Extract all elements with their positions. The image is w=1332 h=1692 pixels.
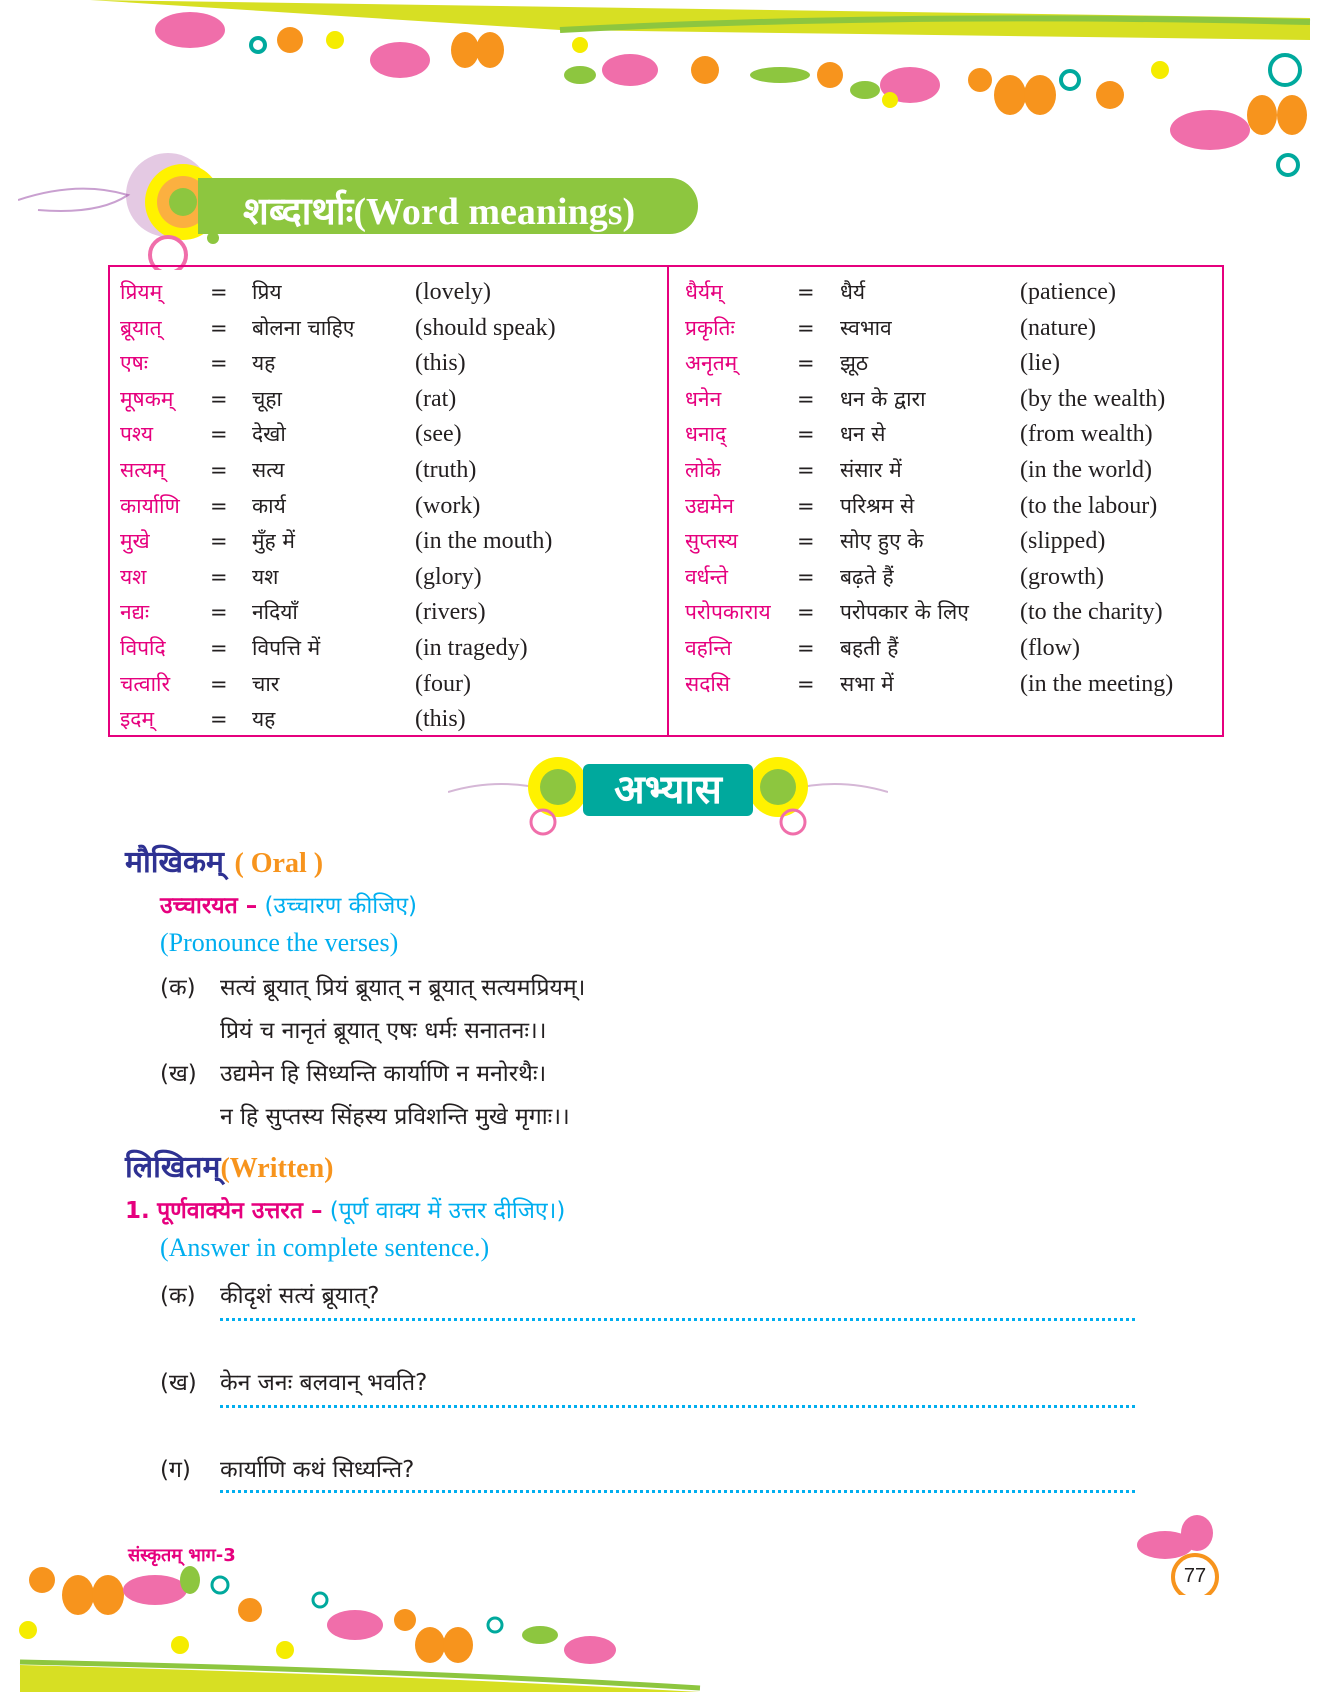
hindi-meaning: धन से bbox=[840, 422, 886, 447]
hindi-meaning: नदियाँ bbox=[252, 600, 298, 625]
equals-sign: = bbox=[797, 315, 815, 340]
sanskrit-word: प्रियम् bbox=[120, 280, 163, 304]
oral-instruction-hindi: (उच्चारण कीजिए) bbox=[264, 893, 418, 919]
flower-icon bbox=[19, 1621, 294, 1659]
english-meaning: (this) bbox=[415, 350, 466, 377]
question-number: 1. bbox=[125, 1198, 150, 1224]
equals-sign: = bbox=[797, 529, 815, 554]
equals-sign: = bbox=[210, 529, 228, 554]
abhyas-label: अभ्यास bbox=[583, 764, 753, 816]
word-meanings-left-column bbox=[120, 275, 660, 738]
word-meaning-row bbox=[120, 417, 660, 453]
english-meaning: (glory) bbox=[415, 563, 482, 590]
hindi-meaning: यश bbox=[252, 564, 279, 589]
hindi-meaning: बढ़ते हैं bbox=[840, 564, 894, 589]
equals-sign: = bbox=[797, 280, 815, 304]
english-meaning: (should speak) bbox=[415, 314, 556, 341]
sanskrit-word: कार्याणि bbox=[120, 493, 180, 518]
hindi-meaning: यह bbox=[252, 351, 276, 376]
sanskrit-word: प्रकृतिः bbox=[685, 315, 735, 340]
equals-sign: = bbox=[797, 422, 815, 447]
word-meaning-row bbox=[685, 524, 1215, 560]
equals-sign: = bbox=[210, 315, 228, 340]
hindi-meaning: विपत्ति में bbox=[252, 635, 321, 660]
english-meaning: (in the world) bbox=[1020, 456, 1152, 483]
hindi-meaning: चूहा bbox=[252, 386, 282, 411]
word-meaning-row bbox=[685, 382, 1215, 418]
equals-sign: = bbox=[210, 671, 228, 696]
equals-sign: = bbox=[797, 600, 815, 625]
question-marker: (क) bbox=[160, 1283, 196, 1309]
sanskrit-word: पश्य bbox=[120, 422, 154, 447]
sanskrit-word: ब्रूयात् bbox=[120, 315, 162, 340]
word-meaning-row bbox=[685, 346, 1215, 382]
word-meaning-row bbox=[120, 595, 660, 631]
oral-section-title bbox=[125, 840, 323, 881]
butterfly-icon bbox=[994, 75, 1056, 115]
sanskrit-word: धनाद् bbox=[685, 422, 727, 447]
sanskrit-word: मुखे bbox=[120, 529, 150, 554]
written-instruction-english: (Answer in complete sentence.) bbox=[160, 1233, 490, 1262]
word-meaning-row bbox=[685, 560, 1215, 596]
english-meaning: (four) bbox=[415, 670, 471, 697]
word-meaning-row bbox=[685, 453, 1215, 489]
word-meaning-row bbox=[120, 275, 660, 311]
sanskrit-word: मूषकम् bbox=[120, 386, 174, 411]
hindi-meaning: परोपकार के लिए bbox=[840, 600, 969, 625]
sanskrit-word: धनेन bbox=[685, 386, 722, 411]
english-meaning: (growth) bbox=[1020, 563, 1104, 590]
written-title: लिखितम् bbox=[125, 1150, 221, 1185]
english-meaning: (patience) bbox=[1020, 279, 1116, 305]
word-meanings-table bbox=[108, 265, 1224, 737]
bottom-decorative-border bbox=[0, 1550, 1332, 1692]
word-meanings-title: शब्दार्थाः(Word meanings) bbox=[243, 191, 636, 233]
sanskrit-word: परोपकाराय bbox=[685, 600, 771, 625]
equals-sign: = bbox=[797, 493, 815, 518]
equals-sign: = bbox=[797, 671, 815, 696]
hindi-meaning: कार्य bbox=[252, 493, 286, 518]
hindi-meaning: बहती हैं bbox=[840, 635, 899, 660]
word-meaning-row bbox=[685, 631, 1215, 667]
sanskrit-word: सुप्तस्य bbox=[685, 529, 738, 554]
hindi-meaning: झूठ bbox=[840, 351, 869, 376]
sanskrit-word: इदम् bbox=[120, 707, 155, 732]
english-meaning: (from wealth) bbox=[1020, 421, 1153, 448]
word-meaning-row bbox=[685, 667, 1215, 703]
word-meaning-row bbox=[685, 595, 1215, 631]
sanskrit-word: यश bbox=[120, 564, 147, 589]
word-meaning-row bbox=[685, 311, 1215, 347]
hindi-meaning: चार bbox=[252, 671, 280, 696]
word-meaning-row bbox=[120, 560, 660, 596]
sanskrit-word: धैर्यम् bbox=[685, 280, 723, 304]
sanskrit-word: एषः bbox=[120, 351, 148, 376]
answer-line[interactable] bbox=[220, 1405, 1135, 1408]
equals-sign: = bbox=[797, 386, 815, 411]
page-number: 77 bbox=[1183, 1565, 1207, 1587]
equals-sign: = bbox=[210, 386, 228, 411]
word-meaning-row bbox=[120, 524, 660, 560]
equals-sign: = bbox=[797, 635, 815, 660]
hindi-meaning: स्वभाव bbox=[840, 315, 892, 340]
english-meaning: (to the labour) bbox=[1020, 492, 1158, 519]
hindi-meaning: प्रिय bbox=[252, 280, 282, 304]
equals-sign: = bbox=[210, 707, 228, 732]
equals-sign: = bbox=[210, 351, 228, 376]
hindi-meaning: मुँह में bbox=[252, 529, 295, 554]
verse-line: उद्यमेन हि सिध्यन्ति कार्याणि न मनोरथैः। bbox=[220, 1061, 547, 1087]
english-meaning: (work) bbox=[415, 492, 481, 519]
verse-marker: (क) bbox=[160, 975, 196, 1001]
word-meaning-row bbox=[120, 346, 660, 382]
word-meaning-row bbox=[685, 489, 1215, 525]
equals-sign: = bbox=[797, 351, 815, 376]
english-meaning: (to the charity) bbox=[1020, 599, 1163, 626]
english-meaning: (see) bbox=[415, 421, 462, 448]
english-meaning: (lie) bbox=[1020, 350, 1060, 377]
equals-sign: = bbox=[210, 600, 228, 625]
equals-sign: = bbox=[210, 280, 228, 304]
hindi-meaning: बोलना चाहिए bbox=[252, 315, 355, 340]
verse-line: प्रियं च नानृतं ब्रूयात् एषः धर्मः सनातनः।। bbox=[220, 1018, 547, 1044]
hindi-meaning: देखो bbox=[252, 422, 286, 447]
english-meaning: (rat) bbox=[415, 385, 457, 412]
hindi-meaning: सोए हुए के bbox=[840, 529, 924, 554]
word-meaning-row bbox=[120, 702, 660, 738]
hindi-meaning: संसार में bbox=[840, 457, 902, 482]
oral-instruction-english: (Pronounce the verses) bbox=[160, 928, 399, 957]
english-meaning: (in tragedy) bbox=[415, 634, 528, 661]
word-meanings-header bbox=[18, 140, 678, 270]
written-instruction-key: पूर्णवाक्येन उत्तरत – bbox=[157, 1198, 323, 1224]
english-meaning: (truth) bbox=[415, 456, 477, 483]
verse-marker: (ख) bbox=[160, 1061, 197, 1087]
sanskrit-word: चत्वारि bbox=[120, 671, 171, 696]
equals-sign: = bbox=[210, 493, 228, 518]
equals-sign: = bbox=[210, 564, 228, 589]
sanskrit-word: विपदि bbox=[120, 635, 166, 660]
sanskrit-word: वहन्ति bbox=[685, 635, 732, 660]
word-meaning-row bbox=[120, 453, 660, 489]
english-meaning: (slipped) bbox=[1020, 528, 1106, 555]
sanskrit-word: सत्यम् bbox=[120, 457, 166, 482]
book-title-footer: संस्कृतम् भाग-3 bbox=[128, 1545, 236, 1566]
hindi-meaning: यह bbox=[252, 707, 276, 732]
equals-sign: = bbox=[797, 457, 815, 482]
sanskrit-word: वर्धन्ते bbox=[685, 564, 729, 589]
english-meaning: (in the meeting) bbox=[1020, 670, 1174, 697]
answer-line[interactable] bbox=[220, 1318, 1135, 1321]
sanskrit-word: नद्यः bbox=[120, 600, 150, 625]
written-instruction bbox=[125, 1193, 565, 1225]
written-instruction-hindi: (पूर्ण वाक्य में उत्तर दीजिए।) bbox=[329, 1198, 566, 1224]
question-text: कार्याणि कथं सिध्यन्ति? bbox=[220, 1457, 415, 1483]
hindi-meaning: धन के द्वारा bbox=[840, 386, 926, 411]
equals-sign: = bbox=[797, 564, 815, 589]
english-meaning: (by the wealth) bbox=[1020, 385, 1166, 412]
word-meanings-right-column bbox=[685, 275, 1215, 702]
sanskrit-word: अनृतम् bbox=[685, 351, 738, 376]
sanskrit-word: लोके bbox=[685, 457, 721, 482]
word-meaning-row bbox=[685, 417, 1215, 453]
verse-line: न हि सुप्तस्य सिंहस्य प्रविशन्ति मुखे मृगाः।। bbox=[220, 1104, 570, 1130]
hindi-meaning: सभा में bbox=[840, 671, 894, 696]
butterfly-icon bbox=[1247, 95, 1307, 135]
word-meaning-row bbox=[120, 489, 660, 525]
abhyas-badge bbox=[448, 742, 888, 842]
written-title-english: (Written) bbox=[220, 1153, 334, 1184]
question-text: केन जनः बलवान् भवति? bbox=[220, 1370, 428, 1396]
hindi-meaning: सत्य bbox=[252, 457, 285, 482]
word-meaning-row bbox=[120, 382, 660, 418]
english-meaning: (rivers) bbox=[415, 599, 486, 626]
question-text: कीदृशं सत्यं ब्रूयात्? bbox=[220, 1283, 380, 1309]
english-meaning: (in the mouth) bbox=[415, 528, 553, 555]
question-marker: (ग) bbox=[160, 1457, 191, 1483]
english-meaning: (this) bbox=[415, 706, 466, 733]
oral-instruction-key: उच्चारयत – bbox=[160, 893, 258, 919]
equals-sign: = bbox=[210, 422, 228, 447]
written-section-title bbox=[125, 1145, 333, 1186]
english-meaning: (nature) bbox=[1020, 314, 1096, 341]
butterfly-icon bbox=[451, 32, 504, 68]
oral-title: मौखिकम् bbox=[125, 845, 224, 880]
english-meaning: (lovely) bbox=[415, 279, 491, 305]
word-meaning-row bbox=[120, 311, 660, 347]
question-marker: (ख) bbox=[160, 1370, 197, 1396]
word-meaning-row bbox=[120, 667, 660, 703]
sanskrit-word: उद्यमेन bbox=[685, 493, 734, 518]
sanskrit-word: सदसि bbox=[685, 671, 730, 696]
english-meaning: (flow) bbox=[1020, 634, 1080, 661]
answer-line[interactable] bbox=[220, 1490, 1135, 1493]
hindi-meaning: परिश्रम से bbox=[840, 493, 915, 518]
hindi-meaning: धैर्य bbox=[840, 280, 866, 304]
oral-title-english: ( Oral ) bbox=[234, 848, 324, 879]
verse-line: सत्यं ब्रूयात् प्रियं ब्रूयात् न ब्रूयात् सत्यमप्रियम्। bbox=[220, 975, 586, 1001]
word-meaning-row bbox=[685, 275, 1215, 311]
equals-sign: = bbox=[210, 457, 228, 482]
equals-sign: = bbox=[210, 635, 228, 660]
table-divider bbox=[667, 267, 669, 735]
word-meaning-row bbox=[120, 631, 660, 667]
oral-instruction bbox=[160, 888, 417, 920]
